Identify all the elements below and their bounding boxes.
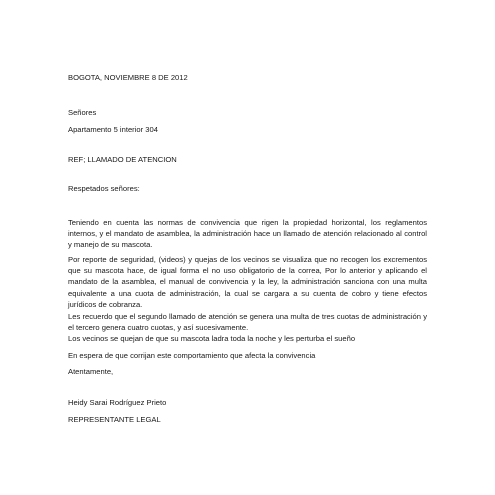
closing: Atentamente,	[68, 367, 114, 376]
signer-name: Heidy Sarai Rodríguez Prieto	[68, 398, 167, 407]
paragraph-sanction: Por reporte de seguridad, (videos) y quejas de los vecinos se visualiza que no recogen los excrementos que su mascota hace, de igual forma el no uso obligatorio de la correa, Por lo anterior y aplicando el mandato de la asamblea, el manual de convivencia y la ley, la administración sanciona con una multa equivalente a una cuota de administración, la cual se cargara a su cuenta de cobro y tiene efectos jurídicos de cobranza.	[68, 255, 427, 309]
address: Apartamento 5 interior 304	[68, 125, 158, 134]
paragraph-norms: Teniendo en cuenta las normas de convivencia que rigen la propiedad horizontal, los reglamentos internos, y el mandato de asamblea, la administración hace un llamado de atención relacionado al control y manejo de su mascota.	[68, 218, 427, 250]
paragraph-expectation: En espera de que corrijan este comportamiento que afecta la convivencia	[68, 351, 316, 360]
paragraph-complaint: Los vecinos se quejan de que su mascota ladra toda la noche y les perturba el sueño	[68, 334, 356, 343]
salutation: Respetados señores:	[68, 184, 140, 193]
paragraph-reminder: Les recuerdo que el segundo llamado de atención se genera una multa de tres cuotas de administración y el tercero genera cuatro cuotas, y así sucesivamente.	[68, 312, 427, 333]
signer-title: REPRESENTANTE LEGAL	[68, 415, 161, 424]
subject-line: REF; LLAMADO DE ATENCION	[68, 155, 177, 164]
date-line: BOGOTA, NOVIEMBRE 8 DE 2012	[68, 73, 188, 82]
recipient: Señores	[68, 108, 97, 117]
